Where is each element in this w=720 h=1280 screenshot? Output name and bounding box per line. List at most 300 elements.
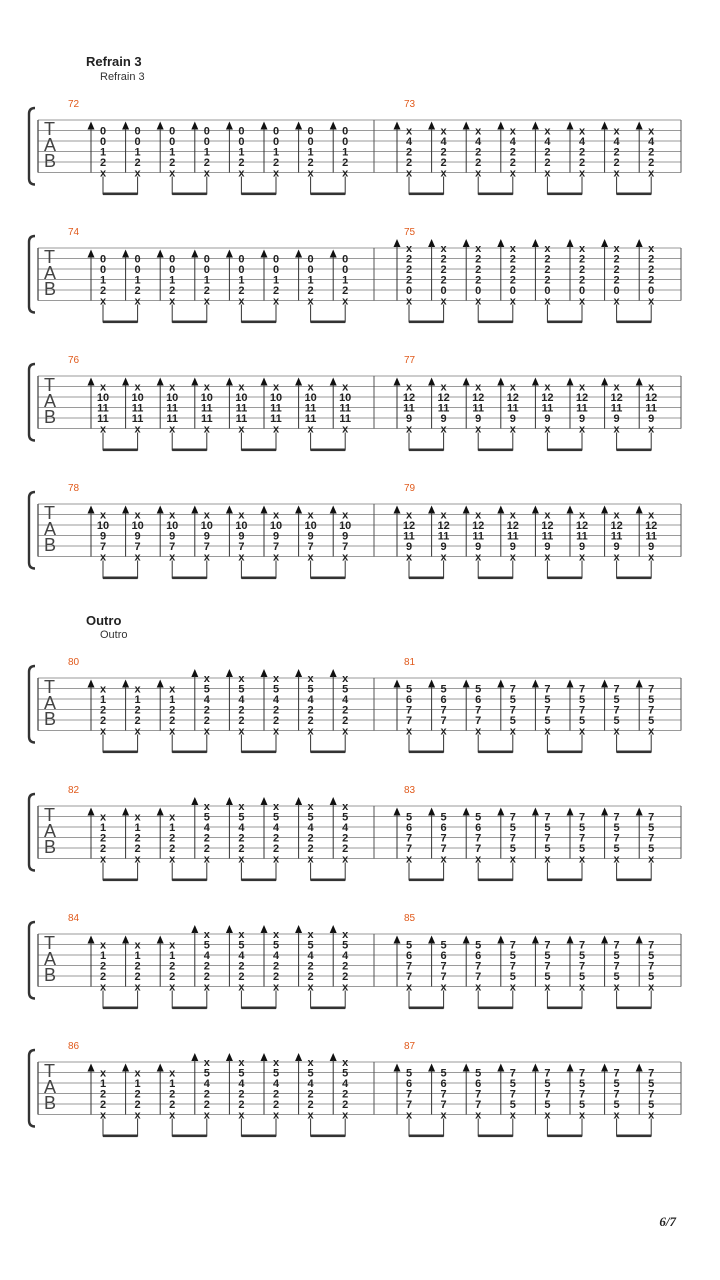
fret-number: 2: [134, 832, 141, 845]
fret-number: x: [307, 295, 314, 308]
fret-number: x: [238, 929, 245, 941]
fret-number: x: [342, 381, 349, 394]
fret-number: x: [544, 243, 551, 255]
fret-number: x: [238, 1109, 245, 1122]
fret-number: x: [405, 423, 413, 436]
fret-number: 5: [578, 971, 586, 983]
fret-number: x: [648, 243, 655, 255]
fret-number: x: [134, 683, 141, 696]
eighth-beam: [478, 321, 513, 324]
strum-arrow: [532, 378, 539, 386]
fret-number: x: [307, 801, 314, 813]
fret-number: 0: [134, 136, 141, 148]
fret-number: 2: [475, 264, 482, 276]
fret-number: 1: [134, 1078, 141, 1090]
fret-number: 2: [169, 843, 176, 855]
fret-number: 5: [475, 1067, 482, 1080]
fret-number: 0: [648, 285, 655, 297]
strum-arrow: [295, 250, 302, 258]
strum-arrow: [157, 936, 164, 944]
system-bracket: [29, 922, 35, 999]
fret-number: 9: [99, 530, 107, 543]
fret-number: 6: [440, 1078, 447, 1090]
fret-number: 7: [578, 832, 586, 845]
eighth-beam: [547, 1135, 582, 1138]
strum-arrow: [295, 1053, 302, 1061]
strum-arrow: [330, 378, 337, 386]
eighth-beam: [409, 449, 444, 452]
measure-number: 78: [68, 483, 80, 494]
fret-number: 2: [134, 1088, 141, 1101]
fret-number: 7: [405, 1088, 413, 1101]
fret-number: 0: [99, 136, 107, 148]
tab-clef-letter: A: [44, 519, 57, 539]
page-number: 6/7: [659, 1214, 676, 1229]
fret-number: 2: [238, 285, 245, 297]
eighth-beam: [241, 577, 276, 580]
fret-number: 5: [648, 971, 655, 983]
fret-number: x: [307, 673, 314, 685]
fret-number: x: [342, 981, 349, 994]
eighth-beam: [103, 577, 138, 580]
strum-arrow: [191, 250, 198, 258]
fret-number: 5: [440, 683, 447, 696]
fret-number: 9: [613, 413, 620, 425]
fret-number: x: [272, 981, 280, 994]
fret-number: 2: [134, 285, 141, 297]
tab-clef-letter: B: [44, 1093, 57, 1113]
strum-arrow: [428, 506, 435, 514]
strum-arrow: [226, 925, 233, 933]
fret-number: 2: [440, 264, 447, 276]
strum-arrow: [226, 669, 233, 677]
fret-number: 5: [238, 939, 245, 952]
fret-number: 5: [578, 694, 586, 706]
fret-number: 5: [544, 1078, 551, 1090]
fret-number: x: [238, 295, 245, 308]
strum-arrow: [226, 797, 233, 805]
strum-arrow: [601, 378, 608, 386]
strum-arrow: [428, 808, 435, 816]
fret-number: x: [648, 1109, 655, 1122]
strum-arrow: [636, 680, 643, 688]
fret-number: 5: [544, 715, 551, 727]
eighth-beam: [241, 879, 276, 882]
strum-arrow: [636, 1064, 643, 1072]
fret-number: 11: [403, 530, 415, 543]
fret-number: 0: [238, 253, 245, 266]
fret-number: 11: [235, 413, 248, 425]
fret-number: 0: [238, 125, 245, 138]
fret-number: x: [272, 725, 280, 738]
fret-number: 12: [472, 392, 485, 404]
eighth-beam: [241, 193, 276, 196]
fret-number: 7: [544, 1088, 551, 1101]
fret-number: x: [475, 381, 482, 394]
fret-number: 9: [238, 530, 245, 543]
fret-number: 9: [307, 530, 314, 543]
fret-number: x: [272, 1057, 280, 1069]
fret-number: 2: [405, 146, 413, 159]
strum-arrow: [601, 808, 608, 816]
strum-arrow: [122, 378, 129, 386]
fret-number: 7: [134, 541, 141, 553]
fret-number: x: [578, 423, 586, 436]
fret-number: x: [613, 981, 620, 994]
eighth-beam: [409, 1007, 444, 1010]
fret-number: 2: [578, 146, 586, 159]
strum-arrow: [463, 122, 470, 130]
eighth-beam: [617, 449, 652, 452]
strum-arrow: [567, 808, 574, 816]
fret-number: x: [405, 981, 413, 994]
fret-number: 5: [613, 1078, 620, 1090]
eighth-beam: [172, 1135, 207, 1138]
fret-number: 10: [269, 520, 283, 532]
measure-number: 81: [404, 657, 416, 668]
fret-number: 11: [339, 402, 352, 415]
eighth-beam: [103, 751, 138, 754]
fret-number: 0: [307, 253, 314, 266]
fret-number: 11: [437, 530, 450, 543]
fret-number: 2: [272, 843, 280, 855]
fret-number: x: [99, 381, 107, 394]
fret-number: 7: [475, 971, 482, 983]
fret-number: x: [99, 853, 107, 866]
fret-number: 4: [272, 1078, 280, 1090]
section-title-outro: Outro: [86, 613, 122, 628]
fret-number: 2: [613, 253, 620, 266]
fret-number: 0: [272, 253, 280, 266]
fret-number: x: [238, 381, 245, 394]
fret-number: x: [134, 295, 141, 308]
strum-arrow: [295, 797, 302, 805]
fret-number: x: [203, 381, 210, 394]
fret-number: 11: [576, 402, 588, 415]
eighth-beam: [478, 577, 513, 580]
fret-number: 7: [648, 683, 655, 696]
fret-number: 10: [131, 520, 144, 532]
eighth-beam: [103, 193, 138, 196]
fret-number: 2: [99, 715, 107, 727]
fret-number: 11: [166, 402, 179, 415]
fret-number: x: [544, 167, 551, 180]
fret-number: 7: [509, 704, 516, 717]
fret-number: 7: [440, 1099, 447, 1111]
fret-number: x: [342, 551, 349, 564]
fret-number: 0: [99, 264, 107, 276]
eighth-beam: [478, 1135, 513, 1138]
fret-number: 6: [475, 950, 482, 962]
fret-number: 4: [238, 694, 245, 706]
fret-number: 1: [99, 950, 107, 962]
fret-number: 0: [169, 136, 176, 148]
fret-number: 7: [648, 832, 655, 845]
measure-number: 75: [404, 227, 416, 238]
fret-number: 1: [307, 274, 314, 287]
fret-number: x: [203, 551, 210, 564]
fret-number: 0: [134, 253, 141, 266]
fret-number: x: [342, 929, 349, 941]
strum-arrow: [428, 378, 435, 386]
fret-number: 5: [272, 683, 280, 696]
fret-number: 5: [578, 822, 586, 834]
fret-number: 2: [475, 274, 482, 287]
fret-number: 5: [509, 694, 516, 706]
fret-number: x: [648, 551, 655, 564]
fret-number: 6: [405, 1078, 413, 1090]
fret-number: 5: [509, 950, 516, 962]
fret-number: 5: [203, 939, 210, 952]
fret-number: 1: [238, 274, 245, 287]
fret-number: x: [648, 853, 655, 866]
strum-arrow: [636, 808, 643, 816]
fret-number: 7: [648, 939, 655, 952]
eighth-beam: [103, 449, 138, 452]
strum-arrow: [330, 506, 337, 514]
fret-number: 4: [238, 822, 245, 834]
fret-number: 5: [613, 715, 620, 727]
fret-number: 2: [134, 843, 141, 855]
strum-arrow: [497, 808, 504, 816]
fret-number: 2: [99, 704, 107, 717]
fret-number: 11: [576, 530, 588, 543]
fret-number: 9: [272, 530, 280, 543]
eighth-beam: [311, 1135, 346, 1138]
fret-number: 5: [613, 822, 620, 834]
strum-arrow: [157, 506, 164, 514]
fret-number: x: [203, 801, 210, 813]
fret-number: x: [238, 725, 245, 738]
eighth-beam: [409, 577, 444, 580]
eighth-beam: [547, 751, 582, 754]
fret-number: x: [578, 167, 586, 180]
system-bracket: [29, 492, 35, 569]
strum-arrow: [497, 680, 504, 688]
fret-number: 4: [203, 950, 210, 962]
fret-number: x: [578, 295, 586, 308]
fret-number: 11: [235, 402, 248, 415]
tab-clef-letter: B: [44, 151, 57, 171]
fret-number: 5: [613, 950, 620, 962]
fret-number: 5: [342, 1067, 349, 1080]
fret-number: x: [134, 1109, 141, 1122]
fret-number: 0: [342, 253, 349, 266]
eighth-beam: [547, 879, 582, 882]
fret-number: 5: [307, 811, 314, 824]
fret-number: 2: [203, 285, 210, 297]
fret-number: 1: [169, 694, 176, 706]
fret-number: x: [203, 509, 210, 522]
fret-number: 7: [509, 1088, 516, 1101]
strum-arrow: [157, 250, 164, 258]
fret-number: 7: [475, 1099, 482, 1111]
fret-number: 7: [509, 960, 516, 973]
fret-number: x: [342, 853, 349, 866]
fret-number: x: [169, 551, 176, 564]
fret-number: x: [307, 551, 314, 564]
strum-arrow: [394, 239, 401, 247]
fret-number: x: [405, 243, 413, 255]
fret-number: 2: [238, 704, 245, 717]
fret-number: 2: [440, 157, 447, 169]
fret-number: 9: [203, 530, 210, 543]
fret-number: 7: [440, 715, 447, 727]
fret-number: x: [648, 423, 655, 436]
fret-number: x: [342, 725, 349, 738]
fret-number: 5: [544, 843, 551, 855]
fret-number: x: [99, 725, 107, 738]
fret-number: 5: [440, 939, 447, 952]
eighth-beam: [478, 193, 513, 196]
fret-number: x: [648, 509, 655, 522]
fret-number: x: [272, 509, 280, 522]
fret-number: 4: [342, 1078, 349, 1090]
fret-number: x: [272, 167, 280, 180]
fret-number: x: [134, 725, 141, 738]
strum-arrow: [428, 122, 435, 130]
fret-number: 5: [475, 939, 482, 952]
fret-number: x: [405, 125, 413, 138]
fret-number: 0: [342, 136, 349, 148]
eighth-beam: [478, 751, 513, 754]
strum-arrow: [261, 378, 268, 386]
fret-number: 0: [307, 125, 314, 138]
fret-number: x: [648, 381, 655, 394]
fret-number: x: [169, 295, 176, 308]
fret-number: 2: [509, 146, 516, 159]
fret-number: 12: [610, 392, 623, 404]
fret-number: 4: [307, 822, 314, 834]
fret-number: 9: [544, 541, 551, 553]
fret-number: 2: [238, 832, 245, 845]
tab-clef-letter: T: [44, 247, 55, 267]
fret-number: 0: [272, 264, 280, 276]
fret-number: x: [475, 853, 482, 866]
eighth-beam: [311, 449, 346, 452]
fret-number: x: [440, 381, 447, 394]
eighth-beam: [617, 1135, 652, 1138]
fret-number: 2: [272, 960, 280, 973]
strum-arrow: [497, 1064, 504, 1072]
fret-number: 0: [272, 136, 280, 148]
fret-number: 2: [134, 715, 141, 727]
fret-number: 12: [402, 392, 416, 404]
fret-number: x: [134, 167, 141, 180]
eighth-beam: [311, 577, 346, 580]
fret-number: 1: [134, 950, 141, 962]
fret-number: 4: [342, 694, 349, 706]
fret-number: x: [238, 167, 245, 180]
fret-number: x: [440, 167, 447, 180]
eighth-beam: [103, 879, 138, 882]
fret-number: x: [475, 981, 482, 994]
fret-number: 7: [405, 843, 413, 855]
fret-number: 2: [440, 274, 447, 287]
fret-number: 2: [99, 843, 107, 855]
fret-number: 10: [304, 520, 317, 532]
fret-number: x: [509, 509, 516, 522]
fret-number: 11: [472, 530, 485, 543]
strum-arrow: [428, 936, 435, 944]
fret-number: 5: [544, 694, 551, 706]
eighth-beam: [241, 1135, 276, 1138]
measure-number: 85: [404, 913, 416, 924]
fret-number: 7: [169, 541, 176, 553]
fret-number: x: [509, 853, 516, 866]
fret-number: x: [342, 423, 349, 436]
strum-arrow: [428, 680, 435, 688]
strum-arrow: [532, 239, 539, 247]
tab-clef-letter: T: [44, 805, 55, 825]
fret-number: 2: [99, 285, 107, 297]
fret-number: 2: [509, 264, 516, 276]
fret-number: 7: [440, 843, 447, 855]
fret-number: 11: [472, 402, 485, 415]
fret-number: 4: [613, 136, 620, 148]
fret-number: 2: [169, 715, 176, 727]
fret-number: x: [169, 683, 176, 696]
fret-number: x: [203, 167, 210, 180]
fret-number: 11: [200, 413, 213, 425]
fret-number: x: [169, 811, 176, 824]
fret-number: 2: [342, 285, 349, 297]
fret-number: 9: [648, 541, 655, 553]
fret-number: 2: [238, 157, 245, 169]
fret-number: x: [307, 509, 314, 522]
fret-number: 9: [134, 530, 141, 543]
eighth-beam: [617, 1007, 652, 1010]
fret-number: 7: [405, 832, 413, 845]
eighth-beam: [547, 1007, 582, 1010]
strum-arrow: [261, 506, 268, 514]
fret-number: 5: [613, 694, 620, 706]
fret-number: 4: [405, 136, 413, 148]
measure-number: 72: [68, 99, 80, 110]
fret-number: x: [203, 1109, 210, 1122]
fret-number: 9: [648, 413, 655, 425]
measure-number: 84: [68, 913, 80, 924]
strum-arrow: [532, 680, 539, 688]
fret-number: x: [238, 509, 245, 522]
fret-number: 7: [440, 704, 447, 717]
fret-number: x: [272, 423, 280, 436]
fret-number: 7: [475, 715, 482, 727]
fret-number: 11: [304, 413, 317, 425]
fret-number: 7: [405, 704, 413, 717]
strum-arrow: [567, 239, 574, 247]
fret-number: 7: [544, 832, 551, 845]
fret-number: 5: [440, 1067, 447, 1080]
fret-number: 5: [578, 950, 586, 962]
fret-number: 11: [506, 402, 519, 415]
fret-number: 2: [238, 715, 245, 727]
strum-arrow: [532, 122, 539, 130]
fret-number: x: [405, 551, 413, 564]
fret-number: x: [509, 725, 516, 738]
eighth-beam: [409, 193, 444, 196]
section-subtitle-refrain: Refrain 3: [100, 71, 145, 83]
fret-number: 6: [475, 694, 482, 706]
fret-number: x: [99, 509, 107, 522]
strum-arrow: [295, 378, 302, 386]
fret-number: 7: [509, 811, 516, 824]
fret-number: 4: [578, 136, 586, 148]
fret-number: x: [405, 381, 413, 394]
fret-number: 4: [307, 694, 314, 706]
fret-number: x: [544, 423, 551, 436]
tab-clef-letter: A: [44, 1077, 57, 1097]
